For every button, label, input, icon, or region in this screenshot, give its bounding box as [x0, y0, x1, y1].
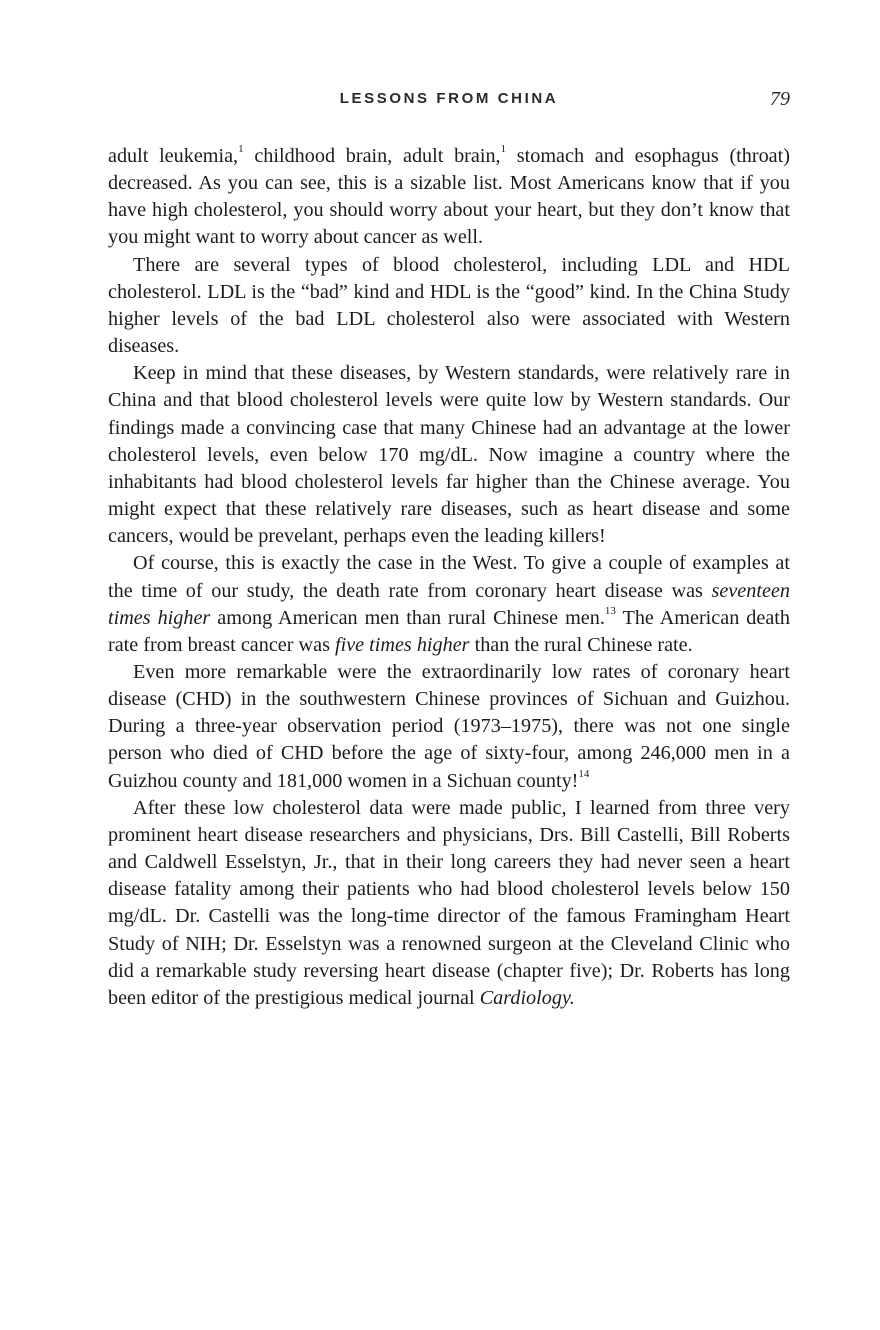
- running-header: [108, 88, 790, 112]
- footnote-ref: 1: [238, 143, 244, 156]
- paragraph-1: [108, 143, 790, 252]
- footnote-ref: 14: [578, 767, 590, 780]
- running-title: LESSONS FROM CHINA: [339, 90, 559, 107]
- body-text: [108, 143, 790, 1012]
- text-run: After these low cholesterol data were made public, I learned from three very prominent heart disease researchers and physicians, Drs. Bill Castelli, Bill Roberts and Caldwell Esselstyn, Jr., that in their long careers they had never seen a heart disease fatality among their patients who had blood cholesterol levels below 150 mg/dL. Dr. Castelli was the long-time director of the famous Framingham Heart Study of NIH; Dr. Esselstyn was a renowned surgeon at the Cleveland Clinic who did a remarkable study reversing heart disease (chapter five); Dr. Roberts has long been editor of the prestigious medical journal: [108, 796, 790, 1009]
- text-run: stomach and esophagus (throat) decreased. As you can see, this is a sizable list. Most Americans know that if you have high cholesterol, you should worry about your heart, but they don’t know that you might want to worry about cancer as well.: [108, 145, 790, 249]
- text-run: Even more remarkable were the extraordinarily low rates of coronary heart disease (CHD) in the southwestern Chinese provinces of Sichuan and Guizhou. During a three-year observation period (1973–1975), there was not one single person who died of CHD before the age of sixty-four, among 246,000 men in a Guizhou county and 181,000 women in a Sichuan county!: [108, 660, 790, 792]
- text-run: adult leukemia,: [108, 145, 239, 167]
- footnote-ref: 1: [500, 143, 507, 156]
- italic-text: five times higher: [334, 633, 470, 656]
- text-run: childhood brain, adult brain,: [243, 145, 501, 167]
- footnote-ref: 13: [604, 604, 616, 617]
- paragraph-3: [108, 360, 790, 550]
- paragraph-5: [108, 659, 790, 795]
- text-run: among American men than rural Chinese men.: [210, 606, 605, 629]
- text-run: Of course, this is exactly the case in the West. To give a couple of examples at the time of our study, the death rate from coronary heart disease was: [108, 552, 790, 602]
- text-run: There are several types of blood cholesterol, including LDL and HDL cholesterol. LDL is the “bad” kind and HDL is the “good” kind. In the China Study higher levels of the bad LDL cholesterol also were associated with Western diseases.: [108, 253, 790, 358]
- page-number: 79: [770, 88, 790, 110]
- italic-text: seventeen times higher: [108, 579, 790, 629]
- paragraph-2: [108, 252, 790, 361]
- paragraph-4: [108, 550, 790, 659]
- paragraph-6: [108, 795, 790, 1012]
- text-run: The American death rate from breast cancer was: [108, 606, 790, 656]
- text-run: Keep in mind that these diseases, by Western standards, were relatively rare in China and that blood cholesterol levels were quite low by Western standards. Our findings made a convincing case that many Chinese had an advantage at the lower cholesterol levels, even below 170 mg/dL. Now imagine a country where the inhabitants had blood cholesterol levels far higher than the Chinese average. You might expect that these relatively rare diseases, such as heart disease and some cancers, would be prevelant, perhaps even the leading killers!: [108, 362, 790, 548]
- text-run: than the rural Chinese rate.: [469, 633, 693, 656]
- italic-text: Cardiology.: [479, 986, 575, 1009]
